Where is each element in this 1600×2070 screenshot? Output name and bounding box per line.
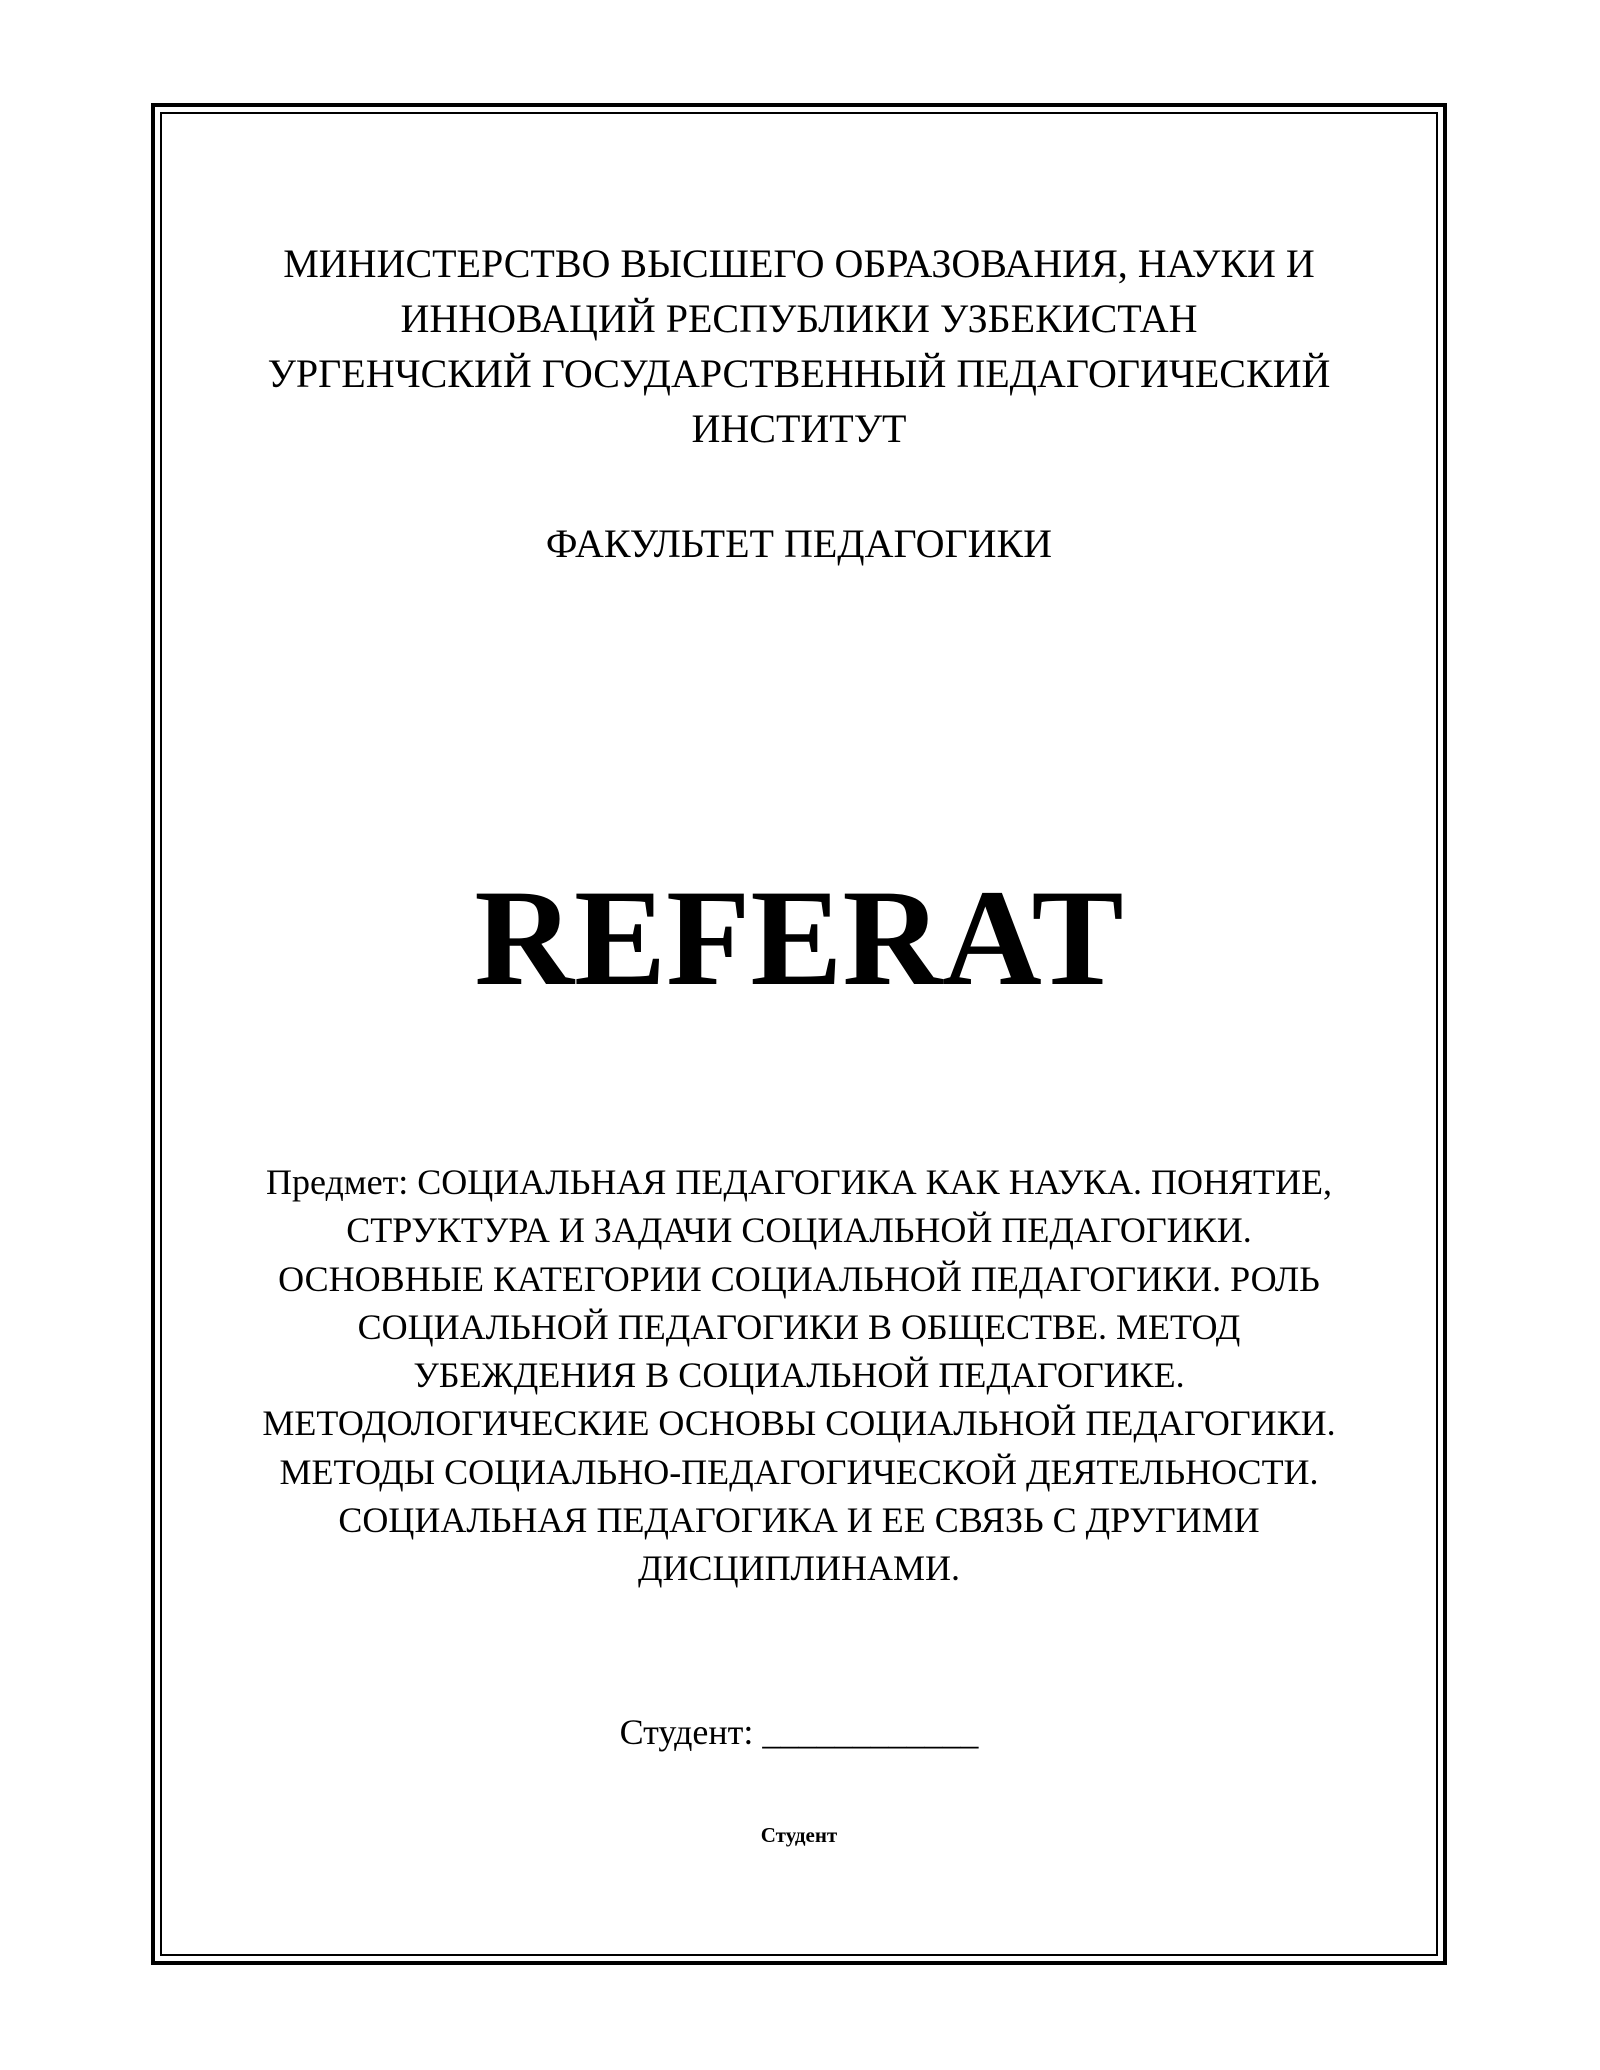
document-title: REFERAT <box>474 861 1124 1014</box>
header-line: ИННОВАЦИЙ РЕСПУБЛИКИ УЗБЕКИСТАН <box>400 296 1198 341</box>
subject-line: СОЦИАЛЬНАЯ ПЕДАГОГИКА И ЕЕ СВЯЗЬ С ДРУГИМИ <box>338 1500 1260 1541</box>
subject-line: ОСНОВНЫЕ КАТЕГОРИИ СОЦИАЛЬНОЙ ПЕДАГОГИКИ. РОЛЬ <box>278 1258 1320 1299</box>
subject-line: ДИСЦИПЛИНАМИ. <box>638 1548 960 1589</box>
subject-description <box>160 1158 1438 1593</box>
faculty-name: ФАКУЛЬТЕТ ПЕДАГОГИКИ <box>545 521 1053 566</box>
subject-line: МЕТОДОЛОГИЧЕСКИЕ ОСНОВЫ СОЦИАЛЬНОЙ ПЕДАГОГИКИ. <box>262 1403 1336 1444</box>
subject-line: СОЦИАЛЬНОЙ ПЕДАГОГИКИ В ОБЩЕСТВЕ. МЕТОД <box>357 1306 1241 1347</box>
subject-line: МЕТОДЫ СОЦИАЛЬНО-ПЕДАГОГИЧЕСКОЙ ДЕЯТЕЛЬНОСТИ. <box>279 1451 1319 1492</box>
header-line: УРГЕНЧСКИЙ ГОСУДАРСТВЕННЫЙ ПЕДАГОГИЧЕСКИЙ <box>267 351 1331 396</box>
student-signature-line: Студент: ____________ <box>619 1712 979 1752</box>
institution-header <box>160 236 1438 456</box>
subject-line: Предмет: СОЦИАЛЬНАЯ ПЕДАГОГИКА КАК НАУКА. ПОНЯТИЕ, <box>265 1162 1333 1202</box>
header-line: МИНИСТЕРСТВО ВЫСШЕГО ОБРАЗОВАНИЯ, НАУКИ И <box>283 241 1315 286</box>
header-line: ИНСТИТУТ <box>691 406 907 451</box>
student-label: Студент <box>760 1823 838 1847</box>
subject-line: СТРУКТУРА И ЗАДАЧИ СОЦИАЛЬНОЙ ПЕДАГОГИКИ. <box>346 1210 1252 1251</box>
subject-line: УБЕЖДЕНИЯ В СОЦИАЛЬНОЙ ПЕДАГОГИКЕ. <box>413 1355 1185 1396</box>
